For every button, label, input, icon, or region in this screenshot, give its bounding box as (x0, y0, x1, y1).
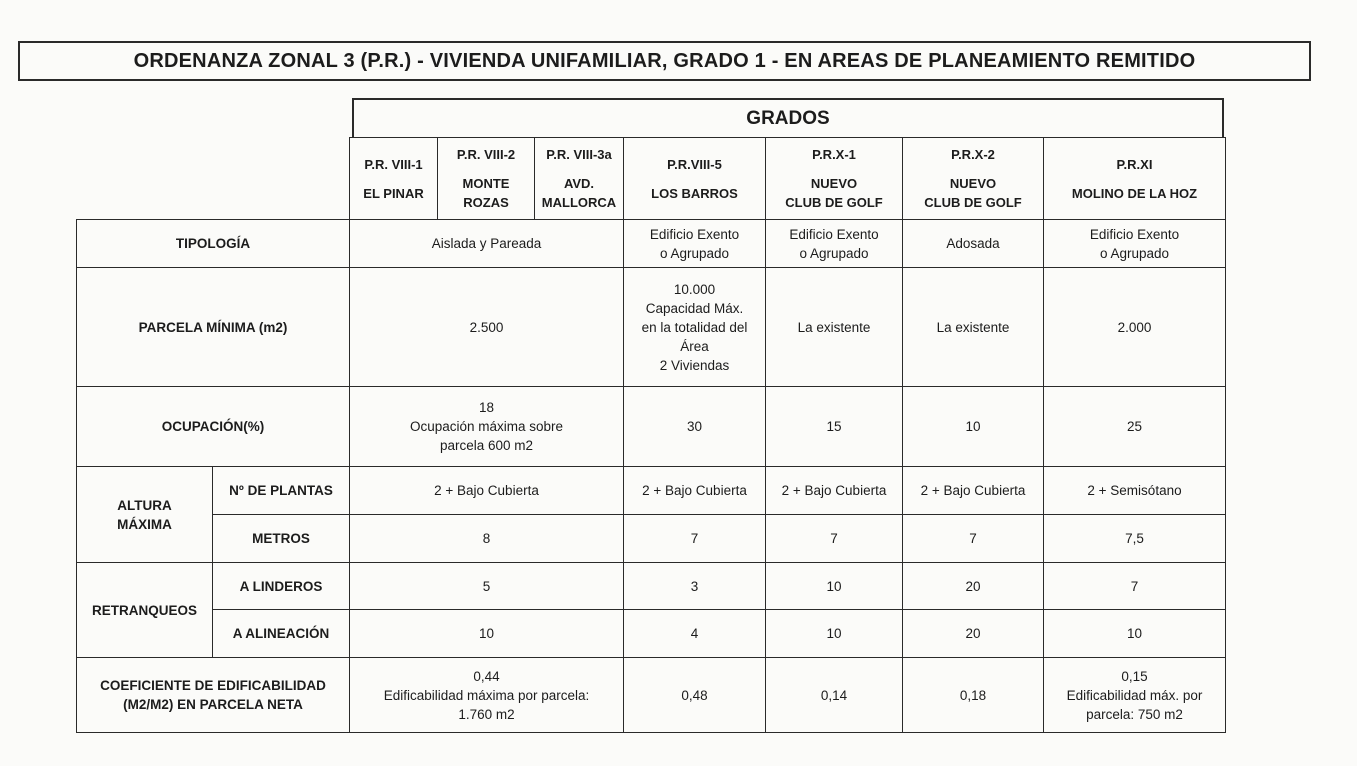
cell-metros-group: 8 (350, 515, 624, 563)
row-retranqueos-alineacion (77, 610, 1226, 658)
row-label-altura: ALTURA MÁXIMA (77, 467, 213, 563)
column-header-pr-viii-2 (438, 138, 535, 220)
column-code: P.R. VIII-3a (546, 147, 612, 162)
column-name: ROZAS (463, 195, 509, 210)
cell-tipologia-c6: Edificio Exento o Agrupado (766, 220, 903, 268)
row-label-coeficiente: COEFICIENTE DE EDIFICABILIDAD (M2/M2) EN PARCELA NETA (77, 658, 350, 733)
column-code: P.R. VIII-2 (456, 147, 516, 162)
column-code: P.R.XI (1116, 156, 1153, 172)
column-code: P.R.VIII-5 (667, 156, 722, 172)
cell-linderos-c7: 20 (903, 563, 1044, 610)
cell-alineacion-c6: 10 (766, 610, 903, 658)
cell-coeficiente-c8: 0,15 Edificabilidad máx. por parcela: 750 m2 (1044, 658, 1226, 733)
row-tipologia (77, 220, 1226, 268)
row-label-metros: METROS (213, 515, 350, 563)
row-label-parcela: PARCELA MÍNIMA (m2) (77, 268, 350, 387)
row-label-linderos: A LINDEROS (213, 563, 350, 610)
row-label-alineacion: A ALINEACIÓN (213, 610, 350, 658)
ordenanza-table (76, 137, 1226, 733)
cell-tipologia-c5: Edificio Exento o Agrupado (624, 220, 766, 268)
row-altura-plantas (77, 467, 1226, 515)
column-name: CLUB DE GOLF (924, 195, 1022, 210)
grados-header: GRADOS (352, 98, 1224, 138)
column-name: CLUB DE GOLF (785, 195, 883, 210)
column-header-pr-x-2 (903, 138, 1044, 220)
column-header-pr-viii-1 (350, 138, 438, 220)
cell-coeficiente-c7: 0,18 (903, 658, 1044, 733)
column-name: MOLINO DE LA HOZ (1071, 185, 1198, 201)
cell-tipologia-c7: Adosada (903, 220, 1044, 268)
header-row (77, 138, 1226, 220)
cell-ocupacion-c5: 30 (624, 387, 766, 467)
cell-ocupacion-c7: 10 (903, 387, 1044, 467)
column-header-pr-xi (1044, 138, 1226, 220)
row-altura-metros (77, 515, 1226, 563)
cell-parcela-c5: 10.000 Capacidad Máx. en la totalidad del Área 2 Viviendas (624, 268, 766, 387)
column-name: AVD. (563, 176, 595, 191)
row-label-ocupacion: OCUPACIÓN(%) (77, 387, 350, 467)
cell-tipologia-group: Aislada y Pareada (350, 220, 624, 268)
row-parcela (77, 268, 1226, 387)
column-name: LOS BARROS (651, 185, 738, 201)
column-code: P.R. VIII-1 (364, 156, 423, 172)
cell-parcela-c8: 2.000 (1044, 268, 1226, 387)
cell-parcela-c6: La existente (766, 268, 903, 387)
row-coeficiente (77, 658, 1226, 733)
cell-metros-c8: 7,5 (1044, 515, 1226, 563)
cell-metros-c6: 7 (766, 515, 903, 563)
cell-tipologia-c8: Edificio Exento o Agrupado (1044, 220, 1226, 268)
column-header-pr-x-1 (766, 138, 903, 220)
row-label-retranqueos: RETRANQUEOS (77, 563, 213, 658)
cell-ocupacion-c8: 25 (1044, 387, 1226, 467)
cell-linderos-c8: 7 (1044, 563, 1226, 610)
column-code: P.R.X-2 (951, 147, 995, 162)
page-title: ORDENANZA ZONAL 3 (P.R.) - VIVIENDA UNIFAMILIAR, GRADO 1 - EN AREAS DE PLANEAMIENTO REMITIDO (18, 41, 1311, 81)
row-ocupacion (77, 387, 1226, 467)
cell-alineacion-c7: 20 (903, 610, 1044, 658)
cell-coeficiente-c5: 0,48 (624, 658, 766, 733)
column-name: EL PINAR (363, 185, 424, 201)
cell-linderos-c5: 3 (624, 563, 766, 610)
cell-linderos-group: 5 (350, 563, 624, 610)
column-header-pr-viii-5 (624, 138, 766, 220)
cell-parcela-group: 2.500 (350, 268, 624, 387)
cell-coeficiente-c6: 0,14 (766, 658, 903, 733)
column-name: MONTE (462, 176, 510, 191)
column-name: NUEVO (949, 176, 997, 191)
row-retranqueos-linderos (77, 563, 1226, 610)
cell-ocupacion-c6: 15 (766, 387, 903, 467)
cell-coeficiente-group: 0,44 Edificabilidad máxima por parcela: 1.760 m2 (350, 658, 624, 733)
cell-alineacion-c5: 4 (624, 610, 766, 658)
cell-plantas-c5: 2 + Bajo Cubierta (624, 467, 766, 515)
cell-plantas-c6: 2 + Bajo Cubierta (766, 467, 903, 515)
column-code: P.R.X-1 (812, 147, 856, 162)
cell-alineacion-c8: 10 (1044, 610, 1226, 658)
cell-plantas-c8: 2 + Semisótano (1044, 467, 1226, 515)
column-header-pr-viii-3a (535, 138, 624, 220)
row-label-tipologia: TIPOLOGÍA (77, 220, 350, 268)
column-name: MALLORCA (541, 195, 617, 210)
blank-corner (77, 138, 350, 220)
cell-plantas-group: 2 + Bajo Cubierta (350, 467, 624, 515)
cell-metros-c5: 7 (624, 515, 766, 563)
cell-ocupacion-group: 18 Ocupación máxima sobre parcela 600 m2 (350, 387, 624, 467)
column-name: NUEVO (810, 176, 858, 191)
cell-parcela-c7: La existente (903, 268, 1044, 387)
cell-metros-c7: 7 (903, 515, 1044, 563)
cell-plantas-c7: 2 + Bajo Cubierta (903, 467, 1044, 515)
cell-alineacion-group: 10 (350, 610, 624, 658)
cell-linderos-c6: 10 (766, 563, 903, 610)
row-label-plantas: Nº DE PLANTAS (213, 467, 350, 515)
